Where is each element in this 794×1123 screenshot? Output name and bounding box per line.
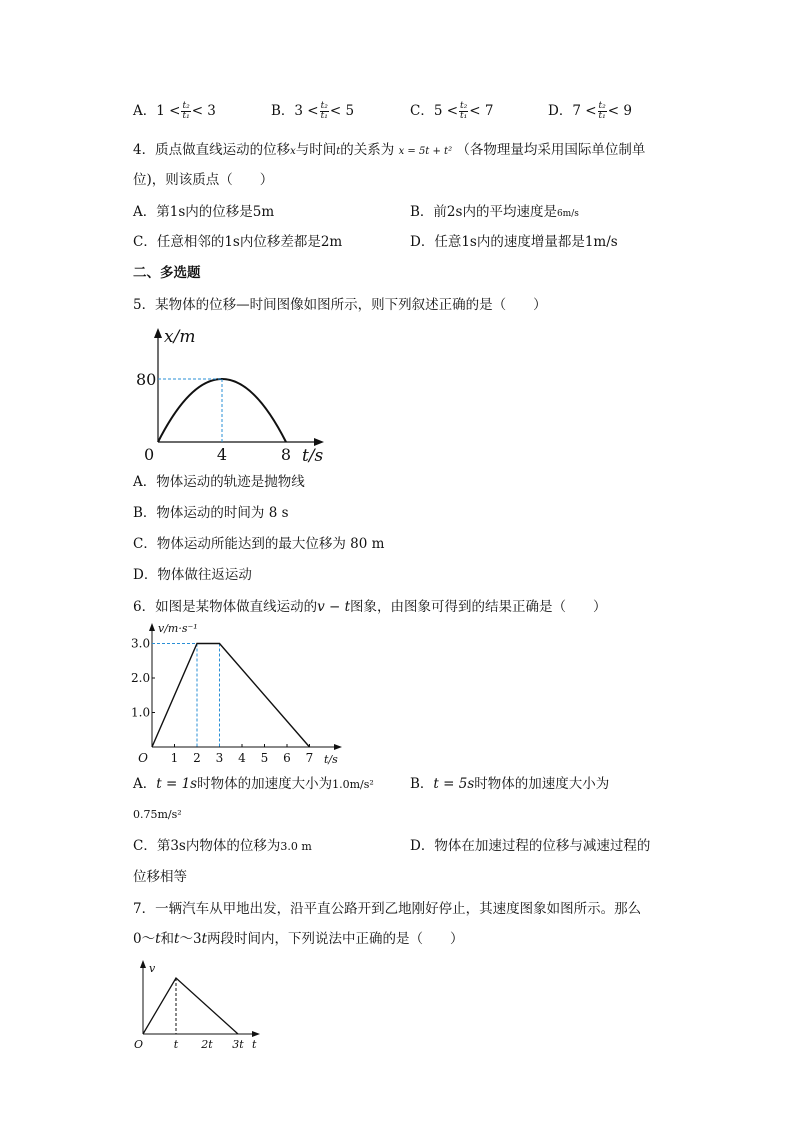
fraction	[320, 102, 329, 121]
x-tick-label: 1	[170, 751, 179, 765]
q4-stem-line2: 位)，则该质点（ ）	[133, 172, 274, 188]
x-tick-label: 8	[280, 445, 292, 464]
fraction	[459, 102, 468, 121]
q4-option-d[interactable]: D．任意1s内的速度增量都是1m/s	[410, 234, 618, 250]
x-tick-label: 3	[215, 751, 224, 765]
q7-stem-line1: 7．一辆汽车从甲地出发，沿平直公路开到乙地刚好停止，其速度图象如图所示。那么	[133, 901, 642, 917]
q6-option-b-continued: 0.75m/s²	[133, 808, 182, 821]
velocity-line	[152, 644, 310, 748]
q5-option-b[interactable]: B．物体运动的时间为 8 s	[133, 505, 289, 521]
velocity-line	[143, 978, 238, 1034]
fraction-numerator: t₂	[320, 101, 328, 111]
q5-option-a[interactable]: A．物体运动的轨迹是抛物线	[133, 474, 305, 490]
q3-option-a[interactable]	[133, 102, 216, 121]
x-tick-label: 3t	[232, 1038, 244, 1051]
q6-vt-chart	[130, 619, 360, 771]
x-tick-label: O	[134, 1038, 144, 1051]
q6-stem: 6．如图是某物体做直线运动的v − t图象，由图象可得到的结果正确是（ ）	[133, 599, 607, 615]
q5-option-d[interactable]: D．物体做往返运动	[133, 567, 252, 583]
y-axis-arrow	[154, 328, 162, 338]
y-axis-label: x/m	[164, 327, 196, 347]
option-left: 1 <	[156, 103, 181, 119]
option-letter: C．	[410, 103, 434, 119]
x-tick-label: 4	[238, 751, 246, 765]
y-axis-label: v/m·s⁻¹	[158, 622, 198, 635]
option-right: < 9	[607, 103, 632, 119]
x-axis-arrow	[334, 744, 342, 750]
q5-xt-chart	[130, 322, 340, 464]
option-letter: B．	[271, 103, 295, 119]
x-tick-label: O	[138, 751, 148, 765]
q6-option-b[interactable]: B．t = 5s时物体的加速度大小为	[410, 776, 610, 792]
y-tick-label: 3.0	[131, 636, 151, 651]
option-right: < 3	[191, 103, 216, 119]
section-heading: 二、多选题	[133, 265, 201, 281]
y-tick-label: 1.0	[131, 705, 151, 720]
x-axis-label: t/s	[302, 446, 324, 464]
q6-option-d[interactable]: D．物体在加速过程的位移与减速过程的	[410, 838, 651, 854]
q6-option-c[interactable]: C．第3s内物体的位移为3.0 m	[133, 838, 312, 854]
y-axis-label: v	[149, 962, 156, 975]
option-right: < 7	[469, 103, 494, 119]
q7-vt-chart	[130, 958, 270, 1054]
fraction	[181, 102, 190, 121]
x-axis-arrow	[314, 438, 324, 446]
y-tick-label: 2.0	[131, 671, 151, 685]
fraction-denominator: t₁	[598, 111, 606, 121]
x-tick-label: t	[173, 1038, 179, 1051]
fraction	[598, 102, 607, 121]
fraction-numerator: t₂	[182, 101, 190, 111]
q6-option-d-continued: 位移相等	[133, 869, 187, 885]
x-tick-label: 5	[260, 751, 269, 765]
q3-option-b[interactable]	[271, 102, 354, 121]
option-left: 7 <	[572, 103, 597, 119]
q4-option-a[interactable]: A．第1s内的位移是5m	[133, 204, 275, 220]
option-letter: D．	[548, 103, 573, 119]
fraction-denominator: t₁	[460, 111, 468, 121]
fraction-numerator: t₂	[598, 101, 606, 111]
x-tick-label: 6	[283, 751, 291, 765]
q3-option-d[interactable]	[548, 102, 632, 121]
q5-stem: 5．某物体的位移—时间图像如图所示，则下列叙述正确的是（ ）	[133, 297, 547, 313]
x-tick-label: 2t	[201, 1038, 213, 1051]
x-axis-arrow	[252, 1031, 260, 1037]
x-tick-label: 2	[193, 751, 201, 765]
x-axis-label: t	[252, 1038, 257, 1051]
x-tick-label: 4	[216, 445, 228, 464]
fraction-denominator: t₁	[320, 111, 328, 121]
option-left: 5 <	[433, 103, 459, 119]
q5-option-c[interactable]: C．物体运动所能达到的最大位移为 80 m	[133, 536, 385, 552]
x-tick-label: 0	[144, 445, 155, 464]
x-tick-label: 7	[305, 751, 314, 765]
q7-stem-line2: 0～t和t～3t两段时间内，下列说法中正确的是（ ）	[133, 931, 464, 947]
y-axis-arrow	[149, 623, 155, 631]
x-axis-label: t/s	[324, 753, 338, 766]
option-letter: A．	[133, 103, 157, 119]
q4-stem-line1: 4．质点做直线运动的位移x与时间t的关系为 x = 5t + t² （各物理量均采用国际单位制单	[133, 142, 646, 158]
q3-option-c[interactable]	[410, 102, 493, 121]
q6-option-a[interactable]: A．t = 1s时物体的加速度大小为1.0m/s²	[133, 776, 374, 792]
fraction-denominator: t₁	[182, 111, 190, 121]
option-right: < 5	[329, 103, 355, 119]
y-tick-label: 80	[136, 370, 157, 389]
y-axis-arrow	[140, 960, 146, 968]
fraction-numerator: t₂	[460, 101, 468, 111]
q4-option-c[interactable]: C．任意相邻的1s内位移差都是2m	[133, 234, 343, 250]
q4-option-b[interactable]: B．前2s内的平均速度是6m/s	[410, 204, 579, 220]
option-left: 3 <	[294, 103, 319, 119]
